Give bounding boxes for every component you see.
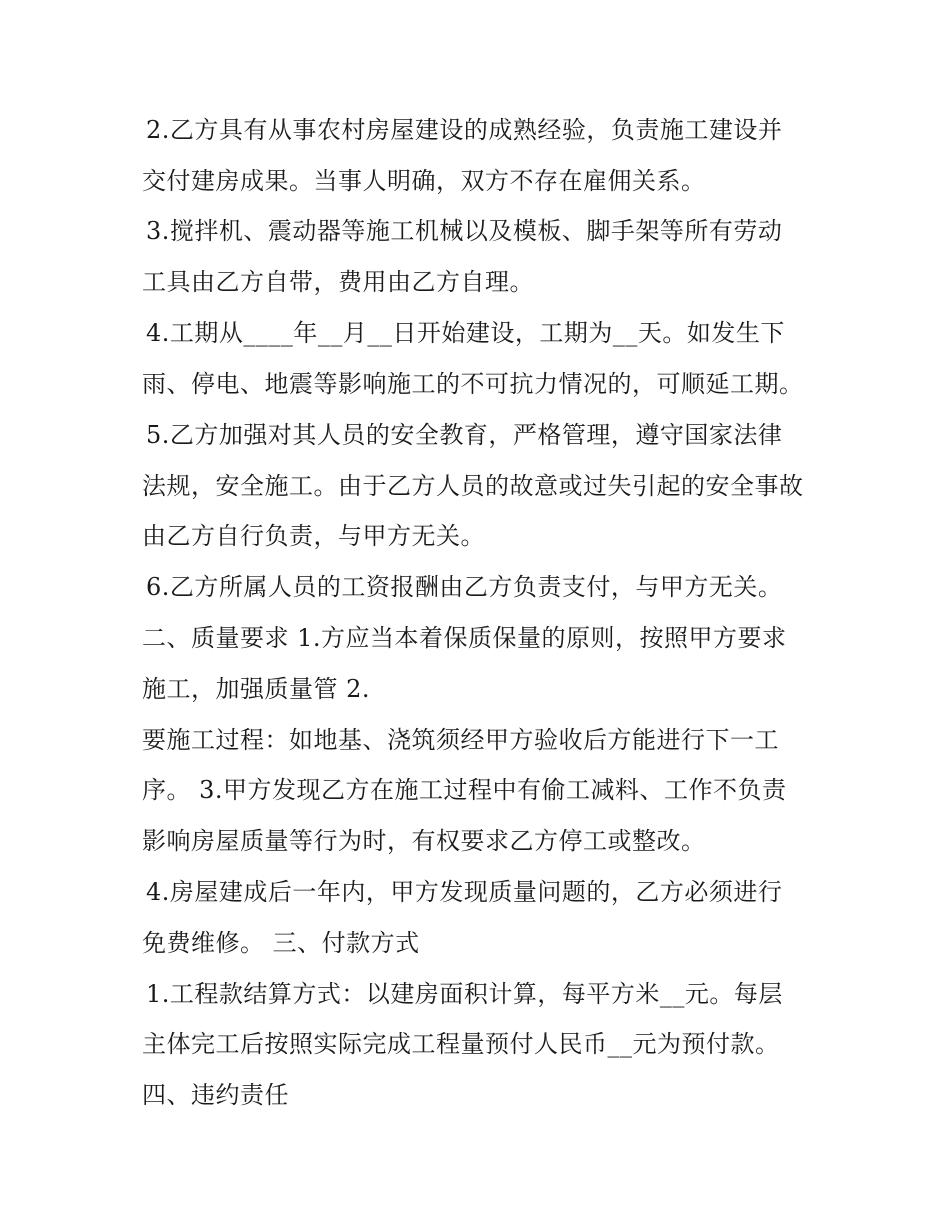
section-heading-line: 二、质量要求 1.方应当本着保质保量的原则，按照甲方要求 (142, 624, 787, 652)
paragraph-line: 雨、停电、地震等影响施工的不可抗力情况的，可顺延工期。 (142, 370, 804, 398)
paragraph-line: 工具由乙方自带，费用由乙方自理。 (142, 268, 534, 296)
paragraph-line: 施工，加强质量管 2. (142, 675, 371, 703)
paragraph-line: 4.房屋建成后一年内，甲方发现质量问题的，乙方必须进行 (146, 878, 783, 906)
paragraph-line: 影响房屋质量等行为时，有权要求乙方停工或整改。 (142, 827, 706, 855)
paragraph-line: 主体完工后按照实际完成工程量预付人民币__元为预付款。 (142, 1030, 780, 1058)
paragraph-line: 5.乙方加强对其人员的安全教育，严格管理，遵守国家法律 (146, 421, 783, 449)
paragraph-line: 3.搅拌机、震动器等施工机械以及模板、脚手架等所有劳动 (146, 217, 783, 245)
paragraph-line: 交付建房成果。当事人明确，双方不存在雇佣关系。 (142, 167, 706, 195)
paragraph-line: 6.乙方所属人员的工资报酬由乙方负责支付，与甲方无关。 (146, 573, 783, 601)
paragraph-line: 序。 3.甲方发现乙方在施工过程中有偷工减料、工作不负责 (142, 776, 787, 804)
paragraph-line: 1.工程款结算方式：以建房面积计算，每平方米__元。每层 (146, 980, 783, 1008)
paragraph-line: 2.乙方具有从事农村房屋建设的成熟经验，负责施工建设并 (146, 116, 783, 144)
section-heading-line: 免费维修。 三、付款方式 (142, 929, 420, 957)
paragraph-line: 4.工期从____年__月__日开始建设，工期为__天。如发生下 (146, 319, 785, 347)
paragraph-line: 由乙方自行负责，与甲方无关。 (142, 522, 485, 550)
section-heading-line: 四、违约责任 (142, 1081, 289, 1109)
paragraph-line: 要施工过程：如地基、浇筑须经甲方验收后方能进行下一工 (142, 726, 779, 754)
paragraph-line: 法规，安全施工。由于乙方人员的故意或过失引起的安全事故 (142, 472, 804, 500)
